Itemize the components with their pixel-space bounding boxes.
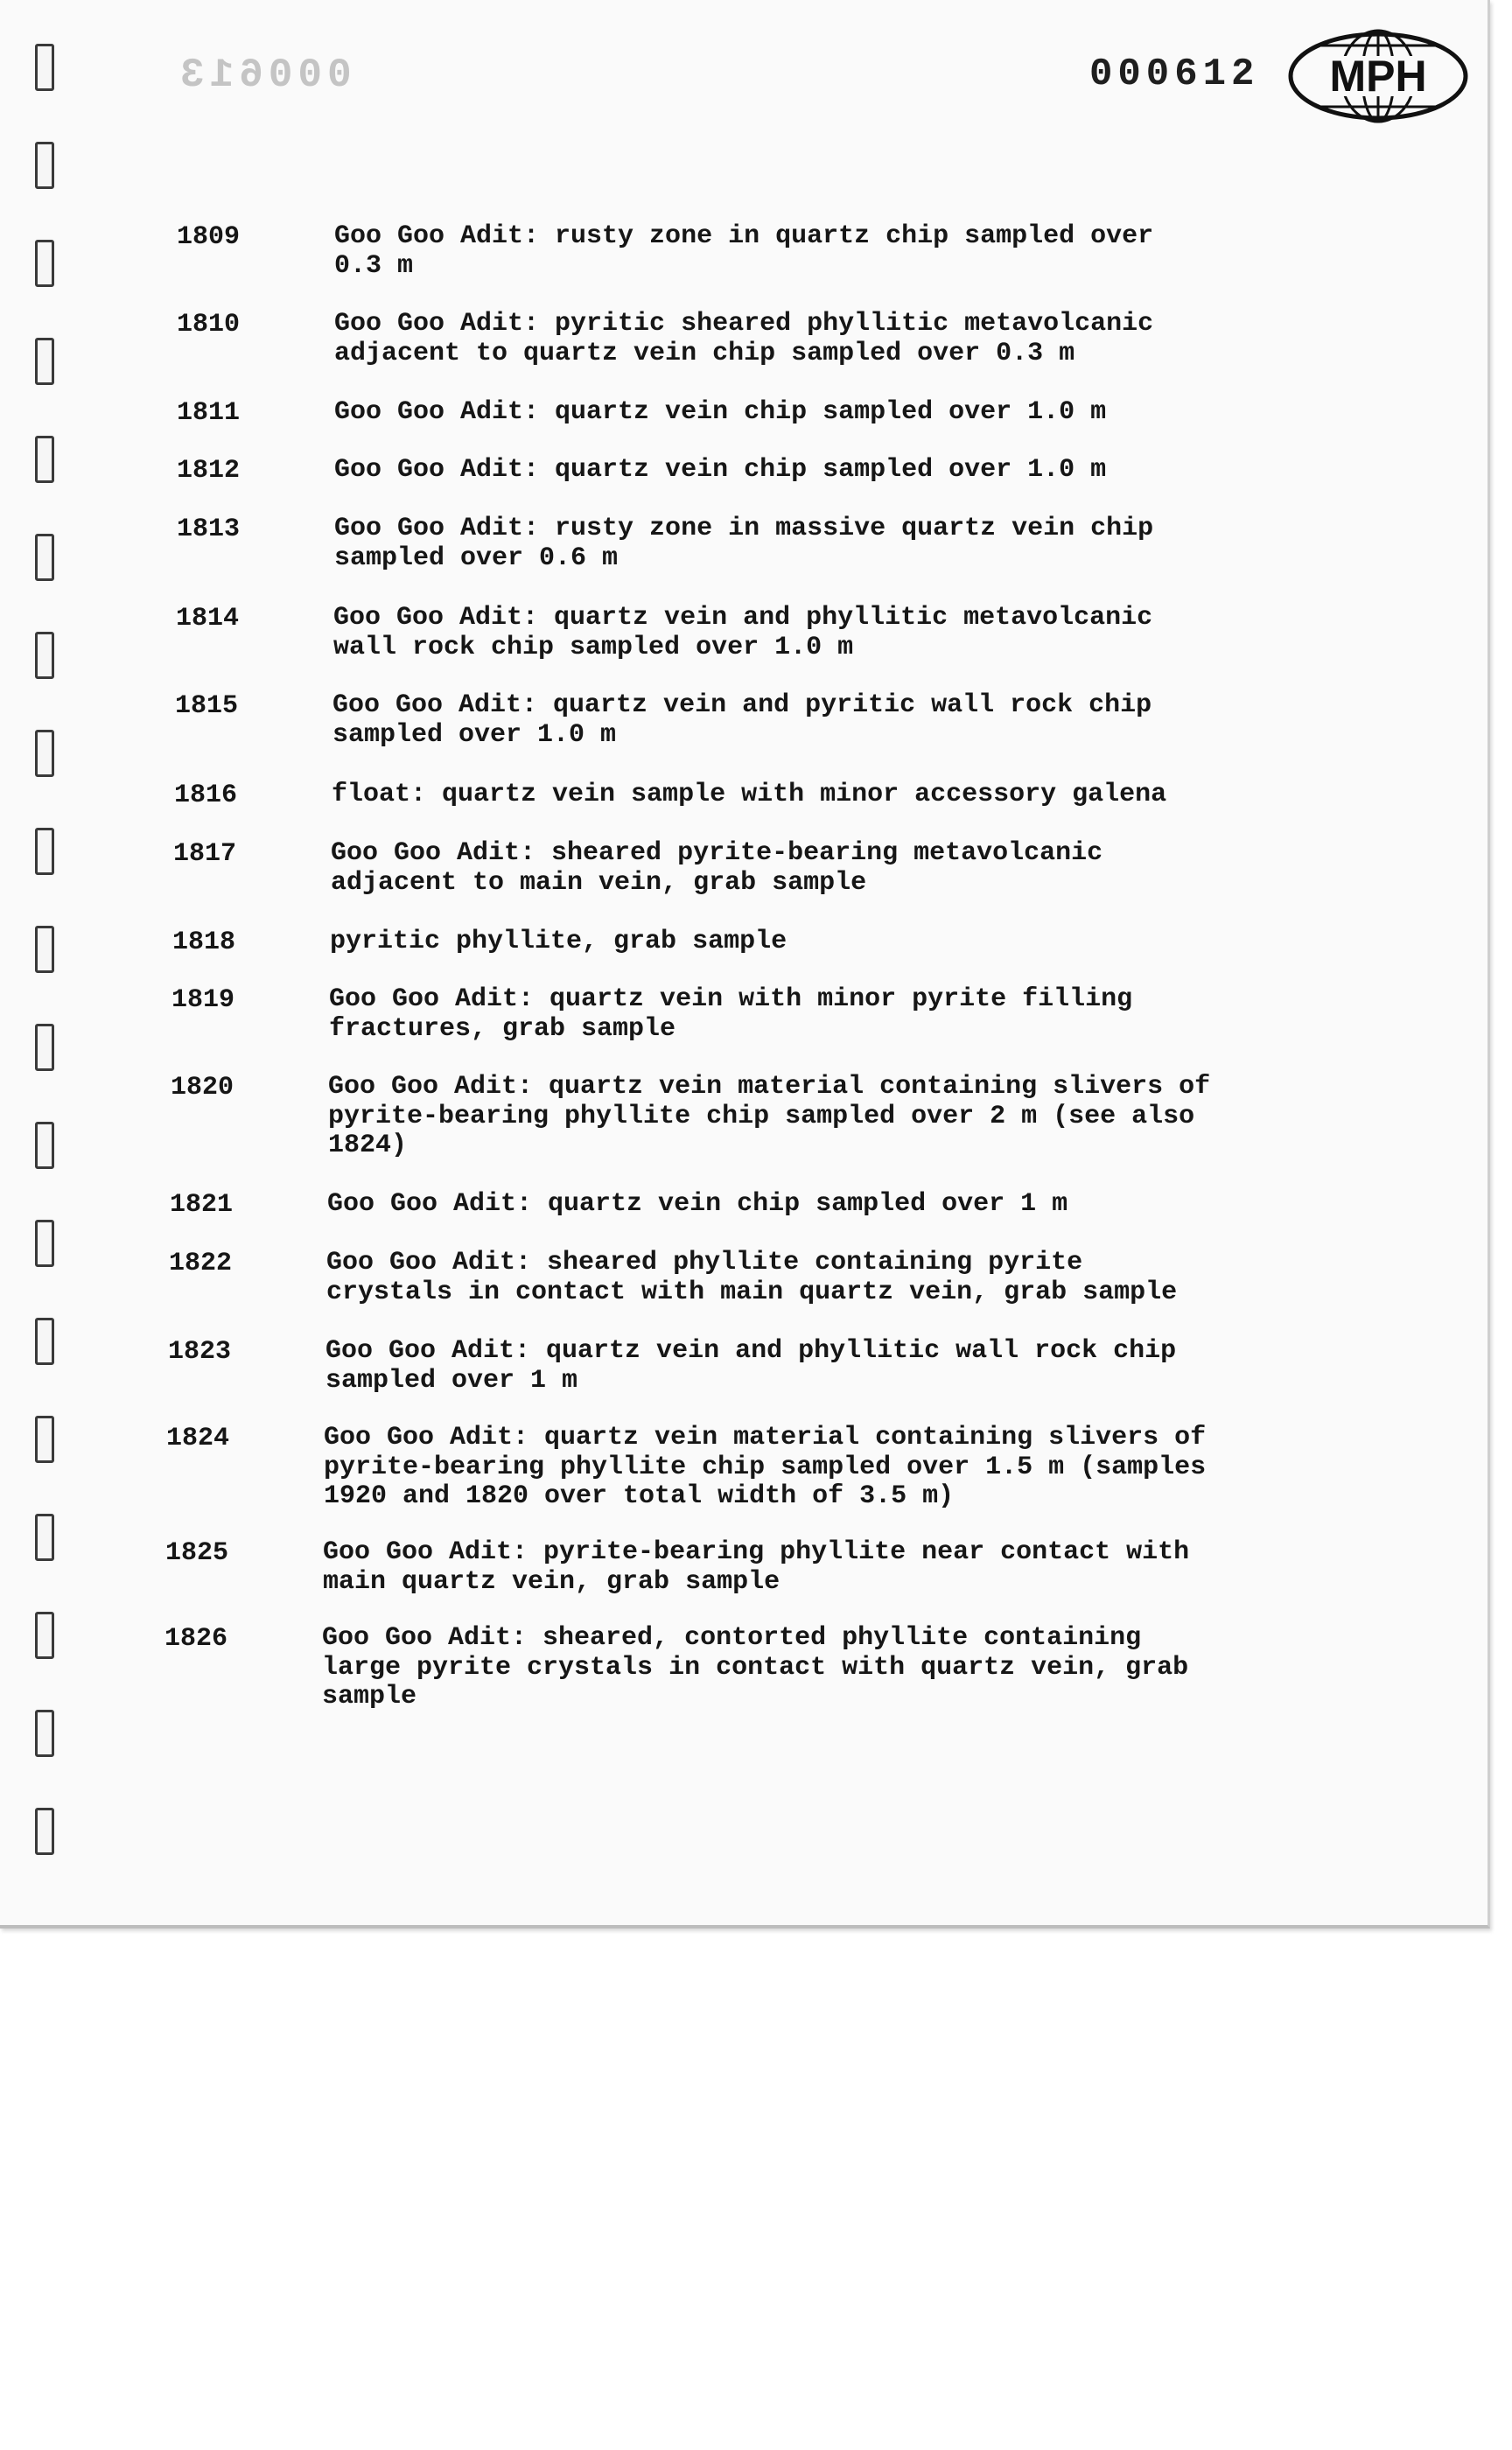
sample-number: 1812: [177, 456, 241, 486]
page-number: 000612: [1089, 52, 1260, 96]
sample-description: Goo Goo Adit: quartz vein and pyritic wall rock chip sampled over 1.0 m: [332, 690, 1152, 750]
sample-description: Goo Goo Adit: pyrite-bearing phyllite near contact with main quartz vein, grab sample: [323, 1537, 1190, 1597]
sample-description: Goo Goo Adit: sheared pyrite-bearing metavolcanic adjacent to main vein, grab sample: [331, 838, 1103, 898]
sample-entry: [173, 839, 1512, 935]
sample-description: Goo Goo Adit: quartz vein material containing slivers of pyrite-bearing phyllite chip sampled over 2 m (see also 1824): [328, 1072, 1211, 1161]
sample-entry: [164, 1624, 1512, 1720]
sample-number: 1821: [170, 1190, 234, 1220]
sample-entry: [166, 1424, 1512, 1520]
sample-description: Goo Goo Adit: quartz vein chip sampled over 1.0 m: [334, 455, 1107, 485]
sample-number: 1815: [175, 691, 239, 721]
bleed-through-page-number: 000613: [175, 52, 352, 98]
sample-number: 1825: [165, 1538, 229, 1568]
sample-description: Goo Goo Adit: quartz vein chip sampled over 1 m: [327, 1189, 1068, 1219]
sample-number: 1820: [171, 1073, 234, 1102]
sample-number: 1817: [173, 839, 237, 869]
sample-entry: [171, 1073, 1512, 1169]
sample-description: Goo Goo Adit: rusty zone in massive quartz vein chip sampled over 0.6 m: [334, 514, 1154, 573]
sample-description: float: quartz vein sample with minor accessory galena: [332, 780, 1167, 809]
sample-description: Goo Goo Adit: quartz vein with minor pyrite filling fractures, grab sample: [329, 984, 1133, 1044]
sample-entry: [177, 514, 1512, 611]
sample-number: 1824: [166, 1424, 230, 1453]
sample-description: Goo Goo Adit: rusty zone in quartz chip sampled over 0.3 m: [334, 221, 1154, 281]
sample-entry: [177, 310, 1512, 406]
sample-entry: [169, 1249, 1512, 1345]
sample-number: 1816: [174, 780, 238, 810]
logo-text: MPH: [1329, 52, 1427, 101]
sample-number: 1809: [177, 222, 241, 252]
sample-number: 1811: [177, 398, 241, 428]
sample-description: Goo Goo Adit: quartz vein and phyllitic wall rock chip sampled over 1 m: [326, 1336, 1177, 1396]
sample-number: 1826: [164, 1624, 228, 1654]
sample-entry: [176, 604, 1512, 700]
sample-description: Goo Goo Adit: quartz vein chip sampled over 1.0 m: [334, 397, 1107, 427]
sample-description: Goo Goo Adit: quartz vein material containing slivers of pyrite-bearing phyllite chip sampled over 1.5 m (samples 1920 and 1820 over total width of 3.5 m): [324, 1423, 1207, 1512]
sample-description: Goo Goo Adit: pyritic sheared phyllitic metavolcanic adjacent to quartz vein chip sampled over 0.3 m: [334, 309, 1154, 368]
sample-entry: [175, 691, 1512, 788]
sample-entry: [177, 222, 1512, 318]
sample-number: 1813: [177, 514, 241, 544]
sample-number: 1823: [168, 1337, 232, 1367]
sample-number: 1814: [176, 604, 240, 634]
sample-description: Goo Goo Adit: sheared phyllite containing pyrite crystals in contact with main quartz vein, grab sample: [326, 1248, 1178, 1307]
sample-number: 1810: [177, 310, 241, 340]
sample-entry: [165, 1538, 1512, 1634]
sample-entry: [168, 1337, 1512, 1433]
sample-number: 1818: [172, 928, 236, 957]
sample-description: pyritic phyllite, grab sample: [330, 927, 788, 956]
sample-description: Goo Goo Adit: quartz vein and phyllitic metavolcanic wall rock chip sampled over 1.0 m: [333, 603, 1153, 662]
sample-entry: [172, 985, 1512, 1082]
sample-description: Goo Goo Adit: sheared, contorted phyllite containing large pyrite crystals in contact with quartz vein, grab sample: [322, 1623, 1189, 1712]
sample-number: 1819: [172, 985, 235, 1015]
sample-number: 1822: [169, 1249, 233, 1278]
